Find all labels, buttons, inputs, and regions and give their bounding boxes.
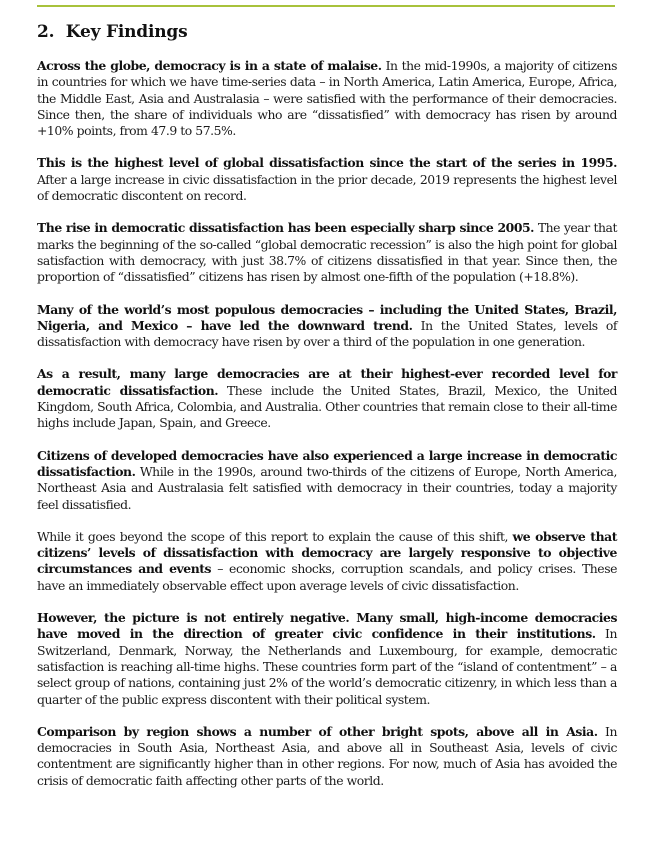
finding-text: The year that marks the beginning of the so-called “global democratic recession” is also the high point for global satisfaction with democracy, with just 38.7% of citizens dissatisfied in that year. Since then, the proportion of “dissatisfied” citizens has risen by almost one-fifth of the population (+18.8%). [37, 220, 617, 285]
finding-paragraph [37, 724, 617, 789]
finding-lead: Across the globe, democracy is in a state of malaise. [37, 58, 382, 73]
finding-paragraph [37, 448, 617, 513]
section-heading [37, 22, 187, 42]
finding-lead: Comparison by region shows a number of other bright spots, above all in Asia. [37, 723, 598, 739]
finding-lead: Many of the world’s most populous democracies – including the United States, Brazil, Nigeria, and Mexico – have led the downward trend. [37, 301, 617, 333]
finding-text: These include the United States, Brazil, Mexico, the United Kingdom, South Africa, Colombia, and Australia. Other countries that remain close to their all-time highs include Japan, Spain, and Greece. [37, 382, 617, 431]
finding-text: In Switzerland, Denmark, Norway, the Netherlands and Luxembourg, for example, democratic satisfaction is reaching all-time highs. These countries form part of the “island of contentment” – a select group of nations, containing just 2% of the world’s democratic citizenry, in which less than a quarter of the public express discontent with their political system. [37, 626, 617, 707]
finding-paragraph [37, 155, 617, 204]
finding-lead: Citizens of developed democracies have also experienced a large increase in democratic dissatisfaction. [37, 447, 617, 479]
finding-paragraph [37, 58, 617, 139]
finding-paragraph [37, 366, 617, 431]
finding-lead: This is the highest level of global dissatisfaction since the start of the series in 1995. [37, 155, 617, 171]
finding-lead: However, the picture is not entirely negative. Many small, high-income democracies have moved in the direction of greater civic confidence in their institutions. [37, 610, 617, 642]
finding-text: In the mid-1990s, a majority of citizens in countries for which we have time-series data – in North America, Latin America, Europe, Africa, the Middle East, Asia and Australasia – were satisfied with the performance of their democracies. Since then, the share of individuals who are “dissatisfied” with democracy has risen by around +10% points, from 47.9 to 57.5%. [37, 58, 617, 139]
finding-paragraph [37, 610, 617, 708]
finding-lead: The rise in democratic dissatisfaction has been especially sharp since 2005. [37, 220, 535, 236]
header-rule [37, 5, 615, 7]
finding-text: In democracies in South Asia, Northeast Asia, and above all in Southeast Asia, levels of civic contentment are significantly higher than in other regions. For now, much of Asia has avoided the crisis of democratic faith affecting other parts of the world. [37, 723, 618, 788]
finding-text: – economic shocks, corruption scandals, and policy crises. These have an immediately observable effect upon average levels of civic dissatisfaction. [37, 561, 617, 593]
finding-paragraph [37, 220, 617, 285]
finding-text: After a large increase in civic dissatisfaction in the prior decade, 2019 represents the highest level of democratic discontent on record. [37, 171, 617, 204]
finding-lead: As a result, many large democracies are at their highest-ever recorded level for democratic dissatisfaction. [37, 366, 617, 398]
section-number: 2. [37, 22, 55, 42]
finding-text: While in the 1990s, around two-thirds of the citizens of Europe, North America, Northeast Asia and Australasia felt satisfied with democracy in their countries, today a majority feel dissatisfied. [37, 463, 617, 512]
findings-body [37, 58, 617, 805]
finding-text: In the United States, levels of dissatisfaction with democracy have risen by over a third of the population in one generation. [37, 317, 617, 350]
finding-pretext: While it goes beyond the scope of this report to explain the cause of this shift, [37, 528, 513, 544]
finding-lead: we observe that citizens’ levels of dissatisfaction with democracy are largely responsive to objective circumstances and events [37, 528, 617, 577]
section-title: Key Findings [65, 22, 188, 42]
finding-paragraph [37, 529, 617, 594]
finding-paragraph [37, 302, 617, 351]
